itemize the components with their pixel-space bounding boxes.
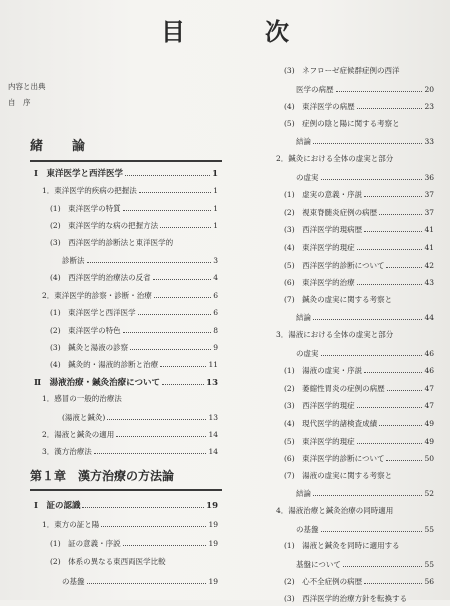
toc-entry-page: 6 xyxy=(213,308,218,318)
leader-dots xyxy=(379,416,422,426)
toc-entry-page: 20 xyxy=(424,84,434,94)
leader-dots xyxy=(139,183,211,193)
toc-entry-page: 49 xyxy=(424,436,434,446)
toc-entry-title: Ⅱ 湯液治療・鍼灸治療について xyxy=(34,377,160,388)
toc-entry-title: (5) 症例の陰と陽に関する考察と xyxy=(284,118,400,128)
toc-entry-title: (3) 西洋医学的現症 xyxy=(284,401,355,411)
toc-entry-title: (4) 東洋医学的現症 xyxy=(284,243,355,252)
leader-dots xyxy=(123,323,212,333)
toc-entry-title: (4) 現代医学的諸検査成績 xyxy=(284,419,378,428)
toc-entry xyxy=(42,392,218,406)
toc-entry-page: 23 xyxy=(424,102,434,112)
toc-entry xyxy=(284,117,434,131)
toc-entry-page: 50 xyxy=(424,454,434,464)
toc-entry xyxy=(296,346,434,360)
leader-dots xyxy=(364,222,422,232)
toc-entry-page: 46 xyxy=(424,348,434,358)
leader-dots xyxy=(357,434,423,444)
toc-entry xyxy=(296,134,434,148)
toc-entry-title: 1．東洋医学的疾病の把握法 xyxy=(42,186,137,196)
toc-entry-page: 14 xyxy=(208,430,218,439)
toc-entry xyxy=(50,305,218,319)
front-item xyxy=(8,96,208,110)
toc-entry xyxy=(62,410,218,424)
toc-entry xyxy=(296,310,434,324)
toc-entry-title: (4) 東洋医学の病歴 xyxy=(284,102,355,112)
front-item-label: 自 序 xyxy=(8,98,31,107)
leader-dots xyxy=(364,187,422,197)
toc-entry xyxy=(284,240,434,254)
leader-dots xyxy=(160,218,211,228)
leader-dots xyxy=(343,557,423,567)
front-item-label: 内容と出典 xyxy=(8,82,46,91)
leader-dots xyxy=(357,275,423,285)
toc-entry-title: の虚実 xyxy=(296,172,319,182)
toc-entry xyxy=(284,434,434,448)
toc-entry-title: (4) 西洋医学的治療法の反省 xyxy=(50,273,151,283)
toc-entry-title: 3．漢方治療法 xyxy=(42,447,92,457)
toc-entry-title: (2) 視束脊髄炎症例の病歴 xyxy=(284,207,378,217)
toc-entry-title: (7) 湯液の虚実に関する考察と xyxy=(284,470,393,480)
toc-entry-title: (2) 心不全症例の病歴 xyxy=(284,577,363,587)
toc-entry xyxy=(42,288,218,302)
toc-entry xyxy=(34,166,218,180)
leader-dots xyxy=(87,574,207,584)
toc-entry-title: 2．東洋医学的診察・診断・治療 xyxy=(42,290,152,300)
leader-dots xyxy=(313,310,422,320)
toc-entry xyxy=(284,64,434,78)
toc-entry-page: 47 xyxy=(424,401,434,411)
leader-dots xyxy=(386,258,422,268)
toc-entry xyxy=(50,555,218,569)
chapter-rule xyxy=(30,489,222,491)
leader-dots xyxy=(82,498,204,508)
leader-dots xyxy=(386,451,422,461)
toc-entry-title: 結論 xyxy=(296,489,311,499)
toc-entry xyxy=(284,205,434,219)
leader-dots xyxy=(357,240,423,250)
toc-entry-title: 医学の病歴 xyxy=(296,84,334,94)
toc-entry xyxy=(276,504,434,518)
leader-dots xyxy=(313,486,422,496)
leader-dots xyxy=(313,134,422,144)
toc-entry-page: 19 xyxy=(206,501,218,511)
toc-entry-title: (5) 東洋医学的現症 xyxy=(284,436,355,446)
toc-entry-page: 42 xyxy=(424,260,434,270)
toc-entry-page: 37 xyxy=(424,190,434,200)
toc-entry xyxy=(296,522,434,536)
leader-dots xyxy=(357,99,423,109)
toc-entry xyxy=(42,427,218,441)
leader-dots xyxy=(160,357,206,367)
toc-entry-title: (3) 鍼灸と湯液の診察 xyxy=(50,343,129,352)
toc-entry-title: (1) 証の意義・序説 xyxy=(50,539,121,548)
toc-entry-page: 13 xyxy=(208,412,218,422)
toc-entry-page: 47 xyxy=(424,383,434,393)
toc-entry xyxy=(50,201,218,215)
toc-entry xyxy=(284,592,434,606)
toc-entry-title: の基盤 xyxy=(62,577,85,586)
toc-entry xyxy=(296,82,434,96)
leader-dots xyxy=(321,346,423,356)
toc-entry-title: の基盤 xyxy=(296,524,319,534)
toc-entry xyxy=(284,222,434,236)
leader-dots xyxy=(364,574,422,584)
toc-entry-title: (3) ネフローゼ症候群症例の西洋 xyxy=(284,66,400,75)
toc-entry xyxy=(50,218,218,232)
toc-entry-title: (1) 東洋医学と西洋医学 xyxy=(50,308,136,318)
toc-entry-title: Ⅰ 証の認識 xyxy=(34,501,81,511)
front-item xyxy=(8,80,208,94)
leader-dots xyxy=(123,536,207,546)
toc-entry xyxy=(50,323,218,337)
toc-entry-title: (湯液と鍼灸) xyxy=(62,412,106,422)
toc-entry-title: 結論 xyxy=(296,137,311,147)
toc-entry xyxy=(284,381,434,395)
toc-entry-page: 55 xyxy=(424,559,434,569)
toc-entry-title: (6) 東洋医学的治療 xyxy=(284,278,355,288)
toc-entry-title: 4．湯液治療と鍼灸治療の同時適用 xyxy=(276,506,394,515)
toc-entry xyxy=(276,328,434,342)
leader-dots xyxy=(364,363,422,373)
toc-entry-page: 41 xyxy=(424,225,434,235)
toc-entry-title: の虚実 xyxy=(296,348,319,358)
toc-entry-page: 6 xyxy=(213,290,218,300)
toc-entry-title: 診断法 xyxy=(62,256,85,265)
toc-entry-page: 46 xyxy=(424,366,434,376)
toc-entry-title: (2) 東洋医学の特色 xyxy=(50,325,121,335)
chapter-heading: 第１章 漢方治療の方法論 xyxy=(30,469,175,483)
toc-entry-page: 1 xyxy=(212,169,218,179)
toc-entry xyxy=(62,253,218,267)
leader-dots xyxy=(154,288,211,298)
toc-entry xyxy=(50,236,218,250)
section-rule xyxy=(30,160,222,162)
toc-entry xyxy=(276,152,434,166)
leader-dots xyxy=(94,444,207,454)
toc-entry xyxy=(50,536,218,550)
toc-entry-title: (3) 西洋医学的診断法と東洋医学的 xyxy=(50,237,174,247)
toc-entry-page: 19 xyxy=(208,539,218,548)
toc-entry xyxy=(284,574,434,588)
toc-entry-page: 43 xyxy=(424,278,434,288)
toc-entry xyxy=(50,270,218,284)
section-heading: 緒 論 xyxy=(30,139,94,154)
leader-dots xyxy=(101,517,206,527)
page-title: 目 次 xyxy=(161,17,317,46)
toc-entry xyxy=(34,375,218,389)
leader-dots xyxy=(138,305,212,315)
toc-entry-page: 11 xyxy=(208,360,218,370)
toc-entry xyxy=(296,486,434,500)
toc-entry xyxy=(50,357,218,371)
toc-entry-title: (4) 鍼灸的・湯液的診断と治療 xyxy=(50,360,159,370)
toc-entry-page: 1 xyxy=(213,186,218,196)
leader-dots xyxy=(321,522,423,532)
toc-entry-title: 基盤について xyxy=(296,559,341,569)
toc-entry-page: 14 xyxy=(208,447,218,457)
toc-entry-page: 19 xyxy=(208,577,218,586)
toc-entry xyxy=(42,183,218,197)
leader-dots xyxy=(387,381,423,391)
toc-entry-page: 44 xyxy=(424,313,434,323)
toc-entry-title: 2．鍼灸における全体の虚実と部分 xyxy=(276,154,394,163)
toc-entry-page: 1 xyxy=(213,221,218,231)
leader-dots xyxy=(162,375,204,385)
toc-entry-page: 55 xyxy=(424,524,434,534)
toc-entry xyxy=(284,469,434,483)
toc-entry xyxy=(284,293,434,307)
toc-entry-title: 結論 xyxy=(296,313,311,323)
toc-entry xyxy=(284,275,434,289)
toc-entry-title: (1) 虚実の意義・序説 xyxy=(284,190,363,200)
leader-dots xyxy=(123,201,212,211)
toc-entry-page: 3 xyxy=(213,256,218,265)
toc-entry-page: 19 xyxy=(208,520,218,529)
toc-entry-title: (2) 東洋医学的な病の把握方法 xyxy=(50,221,159,231)
toc-entry-title: (7) 鍼灸の虚実に関する考察と xyxy=(284,294,393,304)
leader-dots xyxy=(87,253,212,263)
toc-entry-page: 4 xyxy=(213,273,218,283)
leader-dots xyxy=(357,398,423,408)
toc-entry xyxy=(284,416,434,430)
toc-entry xyxy=(42,444,218,458)
toc-entry-title: (1) 湯液と鍼灸を同時に適用する xyxy=(284,541,400,551)
toc-entry-title: (1) 湯液の虚実・序説 xyxy=(284,366,363,376)
leader-dots xyxy=(153,270,212,280)
toc-entry-title: (2) 体系の異なる東西両医学比較 xyxy=(50,557,166,566)
toc-entry-title: 3．湯液における全体の虚実と部分 xyxy=(276,330,394,339)
toc-entry-page: 49 xyxy=(424,419,434,428)
leader-dots xyxy=(125,166,210,176)
toc-entry-page: 13 xyxy=(206,377,218,388)
toc-entry xyxy=(284,99,434,113)
toc-entry-title: (3) 西洋医学的現病歴 xyxy=(284,225,363,235)
leader-dots xyxy=(321,170,423,180)
toc-entry-page: 33 xyxy=(424,137,434,147)
toc-entry xyxy=(284,451,434,465)
toc-entry-title: 1．東方の証と陽 xyxy=(42,520,100,529)
toc-entry xyxy=(284,398,434,412)
toc-entry-title: (6) 東洋医学的診断について xyxy=(284,454,385,464)
toc-entry-title: 2．湯液と鍼灸の適用 xyxy=(42,430,115,439)
toc-entry xyxy=(284,258,434,272)
toc-entry-page: 9 xyxy=(213,343,218,352)
toc-entry-page: 37 xyxy=(424,207,434,217)
toc-entry xyxy=(62,574,218,588)
toc-entry xyxy=(296,557,434,571)
toc-entry xyxy=(34,498,218,512)
leader-dots xyxy=(116,427,206,437)
toc-entry-page: 1 xyxy=(213,203,218,213)
toc-entry-title: (2) 萎縮性胃炎の症例の病歴 xyxy=(284,383,385,393)
toc-entry-page: 41 xyxy=(424,243,434,252)
toc-entry xyxy=(42,517,218,531)
toc-entry-title: (3) 西洋医学的治療方針を転換する xyxy=(284,594,408,603)
toc-entry-title: (5) 西洋医学的診断について xyxy=(284,260,385,270)
toc-entry-page: 56 xyxy=(424,577,434,587)
toc-entry-page: 52 xyxy=(424,489,434,499)
toc-entry-page: 8 xyxy=(213,325,218,335)
leader-dots xyxy=(336,82,423,92)
toc-entry xyxy=(284,363,434,377)
toc-entry xyxy=(50,340,218,354)
toc-entry xyxy=(284,187,434,201)
leader-dots xyxy=(130,340,211,350)
toc-entry-page: 36 xyxy=(424,172,434,182)
toc-entry-title: Ⅰ 東洋医学と西洋医学 xyxy=(34,169,123,179)
leader-dots xyxy=(107,410,206,420)
leader-dots xyxy=(379,205,422,215)
toc-entry-title: (1) 東洋医学の特質 xyxy=(50,203,121,213)
toc-entry xyxy=(284,539,434,553)
toc-entry-title: 1．感冒の一般的治療法 xyxy=(42,394,122,404)
toc-entry xyxy=(296,170,434,184)
